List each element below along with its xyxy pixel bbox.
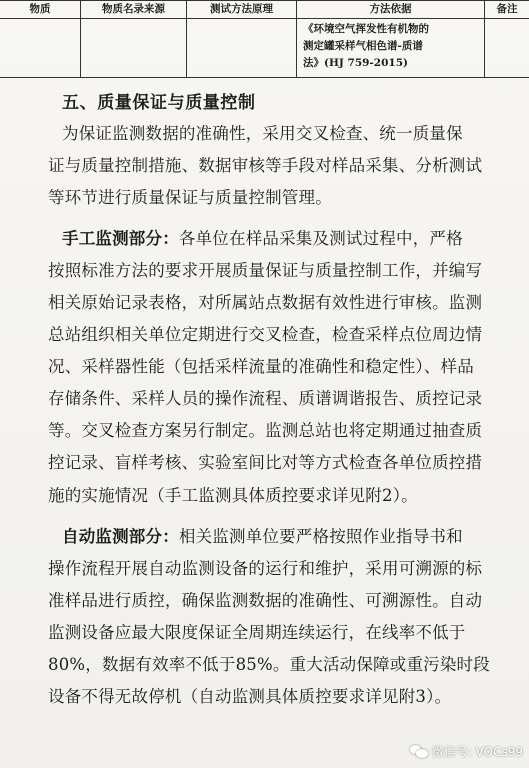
table-header-substance: 物质 <box>29 3 51 15</box>
paragraph-line: 80%，数据有效率不低于85%。重大活动保障或重污染时段 <box>48 655 490 674</box>
table-header-remarks: 备注 <box>496 3 518 15</box>
wechat-icon <box>410 744 428 759</box>
paragraph-text: 各单位在样品采集及测试过程中，严格 <box>178 229 463 248</box>
table-header-method-basis: 方法依据 <box>369 3 412 15</box>
method-table <box>0 0 529 78</box>
method-basis-line: 测定罐采样气相色谱-质谱 <box>303 40 423 52</box>
paragraph-line: 等环节进行质量保证与质量控制管理。 <box>48 188 332 207</box>
paragraph-line: 监测设备应最大限度保证全周期连续运行，在线率不低于 <box>48 623 466 642</box>
section-title: 五、质量保证与质量控制 <box>62 93 256 113</box>
paragraph-line: 存储条件、采样人员的操作流程、质谱调谐报告、质控记录 <box>48 389 483 408</box>
paragraph-line: 总站组织相关单位定期进行交叉检查，检查采样点位周边情 <box>48 325 483 344</box>
table-header-source: 物质名录来源 <box>102 3 165 15</box>
table-header-principle: 测试方法原理 <box>210 3 273 15</box>
paragraph-line: 控记录、盲样考核、实验室间比对等方式检查各单位质控措 <box>48 453 483 472</box>
watermark-text: 微信号: VOCs99 <box>431 744 523 759</box>
paragraph-line: 操作流程开展自动监测设备的运行和维护，采用可溯源的标 <box>48 559 483 578</box>
paragraph-line: 证与质量控制措施、数据审核等手段对样品采集、分析测试 <box>48 156 483 175</box>
paragraph-line <box>62 527 463 547</box>
paragraph-line: 准样品进行质控，确保监测数据的准确性、可溯源性。自动 <box>48 591 483 610</box>
method-basis-cell <box>303 21 479 72</box>
paragraph-line: 为保证监测数据的准确性，采用交叉检查、统一质量保 <box>62 124 463 143</box>
wechat-watermark <box>410 741 523 761</box>
method-basis-line: 《环境空气挥发性有机物的 <box>303 23 429 35</box>
paragraph-lead: 手工监测部分： <box>62 229 179 248</box>
paragraph-text: 相关监测单位要严格按照作业指导书和 <box>178 527 463 546</box>
method-basis-line: 法》(HJ 759-2015) <box>303 57 408 69</box>
paragraph-line <box>62 229 463 249</box>
paragraph-line: 按照标准方法的要求开展质量保证与质量控制工作，并编写 <box>48 261 483 280</box>
paragraph-line: 等。交叉检查方案另行制定。监测总站也将定期通过抽查质 <box>48 421 483 440</box>
paragraph-line: 施的实施情况（手工监测具体质控要求详见附2）。 <box>48 486 418 505</box>
paragraph-line: 况、采样器性能（包括采样流量的准确性和稳定性）、样品 <box>48 357 474 376</box>
paragraph-line: 设备不得无故停机（自动监测具体质控要求详见附3）。 <box>48 687 452 706</box>
paragraph-lead: 自动监测部分： <box>62 527 179 546</box>
paragraph-line: 相关原始记录表格，对所属站点数据有效性进行审核。监测 <box>48 293 483 312</box>
